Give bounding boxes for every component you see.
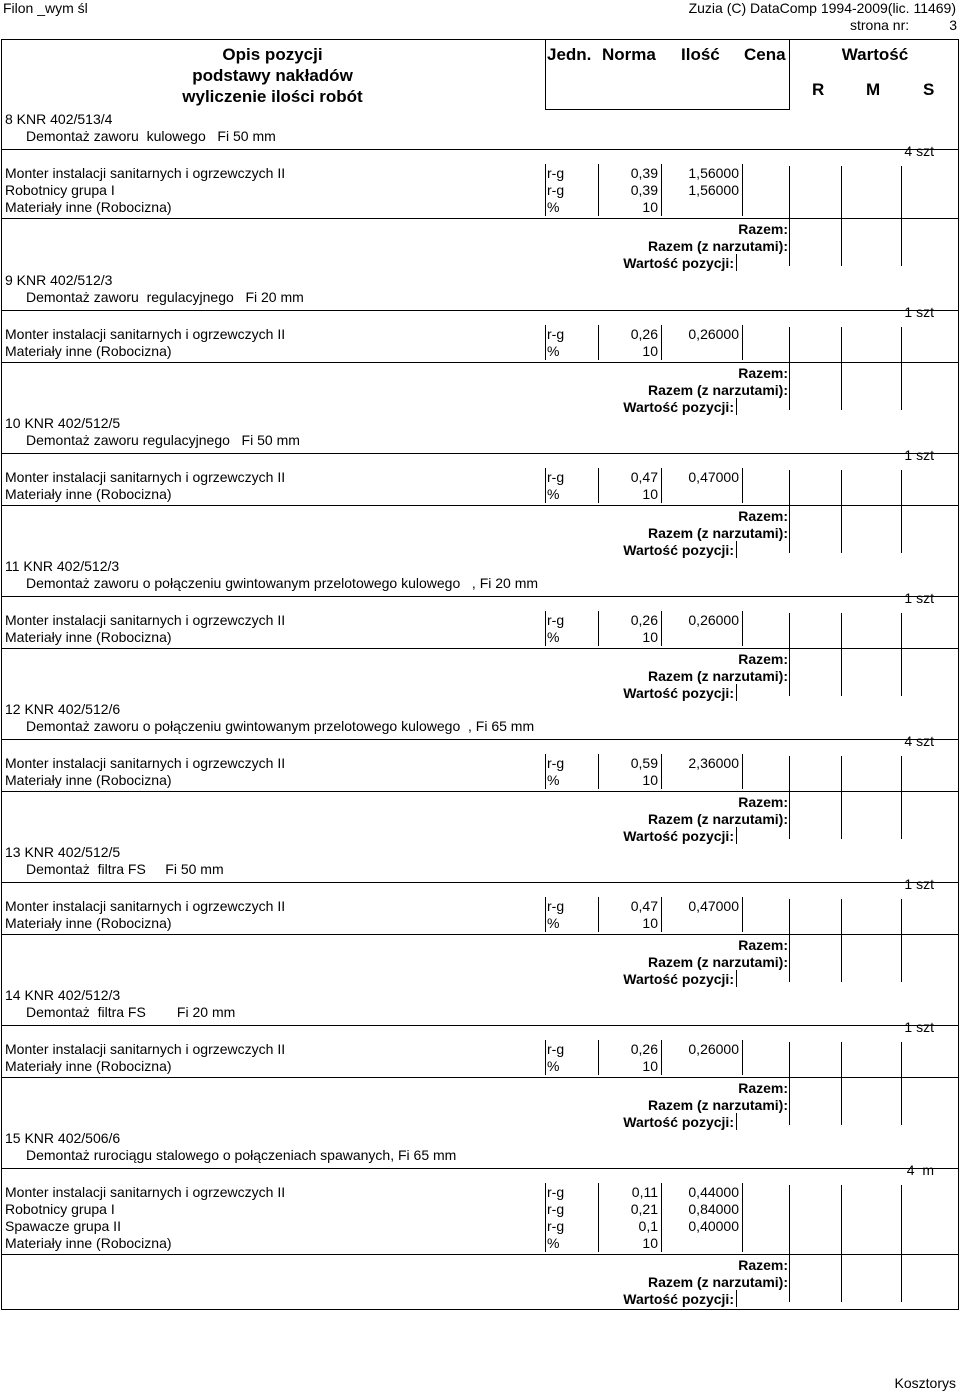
resource-norm: 0,39 (630, 165, 658, 181)
resource-name: Robotnicy grupa I (5, 182, 115, 198)
resource-unit: r-g (547, 898, 565, 914)
resource-norm: 0,47 (630, 469, 658, 485)
position-description: Demontaż rurociągu stalowego o połączeniach spawanych, Fi 65 mm (26, 1147, 457, 1163)
resource-norm: 0,21 (630, 1201, 658, 1217)
sum-razem-label: Razem: (738, 221, 788, 237)
resource-unit: % (547, 486, 560, 502)
sum-razem-label: Razem: (738, 1080, 788, 1096)
sum-razem-narzut-label: Razem (z narzutami): (647, 1274, 788, 1290)
resource-norm: 0,11 (631, 1184, 658, 1200)
col-desc-line3: wyliczenie ilości robót (182, 87, 363, 106)
resource-quantity: 0,84000 (688, 1201, 739, 1217)
resource-name: Materiały inne (Robocizna) (5, 1235, 172, 1251)
resource-name: Monter instalacji sanitarnych i ogrzewczych II (5, 469, 286, 485)
col-desc-line1: Opis pozycji (222, 45, 323, 64)
position-quantity: 4 m (906, 1162, 934, 1178)
position-header: 8 KNR 402/513/4 (5, 111, 113, 127)
resource-norm: 0,26 (630, 326, 658, 342)
position-quantity: 1 szt (904, 304, 934, 320)
resource-norm: 0,26 (630, 612, 658, 628)
resource-unit: r-g (547, 469, 565, 485)
resource-unit: r-g (547, 1201, 565, 1217)
position-quantity: 1 szt (904, 590, 934, 606)
sum-razem-narzut-label: Razem (z narzutami): (647, 382, 788, 398)
resource-unit: r-g (547, 1218, 565, 1234)
col-unit: Jedn. (547, 45, 592, 64)
col-price: Cena (744, 45, 786, 64)
resource-unit: r-g (547, 165, 565, 181)
sum-razem-label: Razem: (738, 1257, 788, 1273)
resource-unit: r-g (547, 612, 565, 628)
resource-quantity: 0,26000 (688, 326, 739, 342)
resource-name: Materiały inne (Robocizna) (5, 199, 172, 215)
resource-quantity: 1,56000 (688, 165, 739, 181)
resource-norm: 0,47 (630, 898, 658, 914)
resource-norm: 10 (642, 629, 658, 645)
col-value: Wartość (841, 45, 909, 64)
position-description: Demontaż zaworu regulacyjnego Fi 20 mm (26, 289, 304, 305)
resource-name: Monter instalacji sanitarnych i ogrzewczych II (5, 326, 286, 342)
position-header: 10 KNR 402/512/5 (5, 415, 121, 431)
resource-unit: r-g (547, 1041, 565, 1057)
resource-unit: % (547, 1058, 560, 1074)
resource-unit: % (547, 199, 560, 215)
position-header: 11 KNR 402/512/3 (5, 558, 120, 574)
sum-wartosc-label: Wartość pozycji: (623, 971, 734, 987)
col-s: S (923, 80, 935, 99)
position-quantity: 4 szt (904, 733, 934, 749)
resource-name: Materiały inne (Robocizna) (5, 486, 172, 502)
resource-quantity: 0,40000 (688, 1218, 739, 1234)
position-description: Demontaż zaworu kulowego Fi 50 mm (26, 128, 276, 144)
sum-wartosc-label: Wartość pozycji: (623, 399, 734, 415)
sum-wartosc-label: Wartość pozycji: (623, 255, 734, 271)
resource-unit: % (547, 915, 560, 931)
sum-wartosc-label: Wartość pozycji: (623, 828, 734, 844)
resource-unit: r-g (547, 182, 565, 198)
resource-norm: 0,39 (630, 182, 658, 198)
sum-razem-narzut-label: Razem (z narzutami): (647, 525, 788, 541)
resource-name: Monter instalacji sanitarnych i ogrzewczych II (5, 165, 286, 181)
page-number-label: strona nr: (850, 17, 910, 33)
position-header: 15 KNR 402/506/6 (5, 1130, 121, 1146)
resource-norm: 0,1 (638, 1218, 658, 1234)
sum-razem-label: Razem: (738, 508, 788, 524)
resource-quantity: 0,26000 (688, 612, 739, 628)
resource-name: Materiały inne (Robocizna) (5, 629, 172, 645)
position-quantity: 1 szt (904, 1019, 934, 1035)
sum-razem-narzut-label: Razem (z narzutami): (647, 1097, 788, 1113)
sum-wartosc-label: Wartość pozycji: (623, 1291, 734, 1307)
resource-norm: 10 (642, 1235, 658, 1251)
resource-quantity: 0,47000 (688, 898, 739, 914)
resource-name: Spawacze grupa II (5, 1218, 121, 1234)
sum-wartosc-label: Wartość pozycji: (623, 1114, 734, 1130)
software-info: Zuzia (C) DataComp 1994-2009(lic. 11469) (688, 0, 956, 16)
resource-unit: r-g (547, 755, 565, 771)
resource-quantity: 1,56000 (688, 182, 739, 198)
resource-unit: % (547, 772, 560, 788)
resource-unit: % (547, 1235, 560, 1251)
footer-label: Kosztorys (894, 1375, 956, 1391)
resource-norm: 10 (642, 772, 658, 788)
sum-razem-narzut-label: Razem (z narzutami): (647, 811, 788, 827)
position-description: Demontaż filtra FS Fi 20 mm (26, 1004, 236, 1020)
position-description: Demontaż zaworu regulacyjnego Fi 50 mm (26, 432, 300, 448)
sum-razem-label: Razem: (738, 651, 788, 667)
resource-norm: 10 (642, 486, 658, 502)
position-description: Demontaż zaworu o połączeniu gwintowanym przelotowego kulowego , Fi 65 mm (26, 718, 535, 734)
col-m: M (866, 80, 881, 99)
page-number: 3 (949, 17, 957, 33)
resource-name: Materiały inne (Robocizna) (5, 915, 172, 931)
col-desc-line2: podstawy nakładów (192, 66, 353, 85)
resource-quantity: 0,26000 (688, 1041, 739, 1057)
sum-wartosc-label: Wartość pozycji: (623, 685, 734, 701)
resource-unit: % (547, 629, 560, 645)
resource-name: Monter instalacji sanitarnych i ogrzewczych II (5, 1184, 286, 1200)
sum-razem-label: Razem: (738, 794, 788, 810)
resource-quantity: 0,47000 (688, 469, 739, 485)
resource-name: Materiały inne (Robocizna) (5, 1058, 172, 1074)
sum-razem-label: Razem: (738, 365, 788, 381)
position-quantity: 1 szt (904, 447, 934, 463)
sum-razem-narzut-label: Razem (z narzutami): (647, 238, 788, 254)
position-description: Demontaż zaworu o połączeniu gwintowanym przelotowego kulowego , Fi 20 mm (26, 575, 539, 591)
resource-norm: 10 (642, 199, 658, 215)
sum-razem-narzut-label: Razem (z narzutami): (647, 954, 788, 970)
resource-norm: 0,59 (630, 755, 658, 771)
resource-quantity: 2,36000 (688, 755, 739, 771)
position-quantity: 1 szt (904, 876, 934, 892)
document-name: Filon _wym śl (3, 0, 88, 16)
sum-razem-label: Razem: (738, 937, 788, 953)
resource-norm: 10 (642, 1058, 658, 1074)
col-norm: Norma (602, 45, 656, 64)
position-quantity: 4 szt (904, 143, 934, 159)
resource-name: Monter instalacji sanitarnych i ogrzewczych II (5, 1041, 286, 1057)
resource-quantity: 0,44000 (688, 1184, 739, 1200)
resource-name: Robotnicy grupa I (5, 1201, 115, 1217)
resource-name: Materiały inne (Robocizna) (5, 772, 172, 788)
resource-unit: r-g (547, 1184, 565, 1200)
resource-name: Monter instalacji sanitarnych i ogrzewczych II (5, 612, 286, 628)
position-header: 9 KNR 402/512/3 (5, 272, 113, 288)
resource-unit: r-g (547, 326, 565, 342)
resource-norm: 0,26 (630, 1041, 658, 1057)
col-qty: Ilość (681, 45, 720, 64)
resource-name: Monter instalacji sanitarnych i ogrzewczych II (5, 898, 286, 914)
position-description: Demontaż filtra FS Fi 50 mm (26, 861, 224, 877)
resource-name: Monter instalacji sanitarnych i ogrzewczych II (5, 755, 286, 771)
sum-wartosc-label: Wartość pozycji: (623, 542, 734, 558)
resource-name: Materiały inne (Robocizna) (5, 343, 172, 359)
estimate-table-frame (1, 39, 959, 1310)
position-header: 14 KNR 402/512/3 (5, 987, 121, 1003)
resource-norm: 10 (642, 915, 658, 931)
position-header: 12 KNR 402/512/6 (5, 701, 121, 717)
sum-razem-narzut-label: Razem (z narzutami): (647, 668, 788, 684)
resource-norm: 10 (642, 343, 658, 359)
position-header: 13 KNR 402/512/5 (5, 844, 121, 860)
col-r: R (812, 80, 825, 99)
resource-unit: % (547, 343, 560, 359)
